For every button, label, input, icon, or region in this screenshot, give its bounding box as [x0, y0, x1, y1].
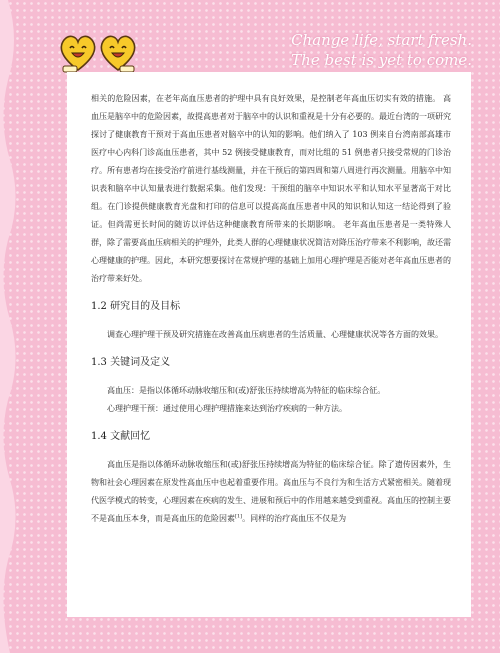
definition-psychological-intervention: 心理护理干预：通过使用心理护理措施来达到治疗疾病的一种方法。 — [107, 404, 347, 413]
section-heading-1-3: 1.3 关键词及定义 — [91, 357, 171, 368]
definition-hypertension: 高血压：是指以体循环动脉收缩压和(或)舒张压持续增高为特征的临床综合征。 — [107, 386, 386, 395]
literature-review-paragraph — [91, 456, 451, 528]
wavy-border-decoration — [0, 0, 24, 653]
section-heading-1-4: 1.4 文献回忆 — [91, 431, 151, 442]
smiley-heart-icon — [61, 36, 94, 72]
literature-review-text-end: 。同样的治疗高血压不仅是为 — [242, 514, 347, 523]
citation-marker: [1] — [235, 513, 243, 520]
tagline-line-2: The best is yet to come. — [291, 51, 472, 69]
document-body — [91, 90, 451, 528]
literature-review-text: 高血压是指以体循环动脉收缩压和(或)舒张压持续增高为特征的临床综合征。除了遗传因素外，生物和社会心理因素在原发性高血压中也起着重要作用。高血压与不良行为和生活方式紧密相关。随着现代医学模式的转变，心理因素在疾病的发生、进展和预后中的作用越来越受到重视。高血压的控制主要不是高血压本身，而是高血压的危险因素 — [91, 460, 451, 523]
smiley-heart-icon — [101, 36, 134, 72]
intro-paragraph: 相关的危险因素，在老年高血压患者的护理中具有良好效果，是控制老年高血压切实有效的措施。 高血压是脑卒中的危险因素，故提高患者对于脑卒中的认识和重视是十分有必要的。最近台湾的一项研究探讨了健康教育干预对于高血压患者对脑卒中的认知的影响。他们纳入了 103 例来自台湾南部高雄市医疗中心内科门诊高血压患者，其中 52 例接受健康教育，而对比组的 51 例患者只接受常规的门诊治疗。所有患者均在接受治疗前进行基线测量，并在干预后的第四周和第八周进行再次测量。用脑卒中知识表和脑卒中认知量表进行数据采集。他们发现：干预组的脑卒中知识水平和认知水平显著高于对比组。在门诊提供健康教育光盘和打印的信息可以提高高血压患者中风的知识和认知这一结论得到了验证。但尚需更长时间的随访以评估这种健康教育所带来的长期影响。 老年高血压患者是一类特殊人群，除了需要高血压病相关的护理外，此类人群的心理健康状况简洁对降压治疗带来不利影响，故还需心理健康的护理。因此，本研究想要探讨在常规护理的基础上加用心理护理是否能对老年高血压患者的治疗带来好处。 — [91, 94, 451, 283]
tagline — [272, 30, 472, 70]
section-1-2-paragraph: 调查心理护理干预及研究措施在改善高血压病患者的生活质量、心理健康状况等各方面的效果。 — [107, 330, 443, 339]
tagline-line-1: Change life, start fresh. — [291, 31, 472, 49]
smiley-mascots-decoration — [56, 30, 146, 74]
section-heading-1-2: 1.2 研究目的及目标 — [91, 301, 181, 312]
